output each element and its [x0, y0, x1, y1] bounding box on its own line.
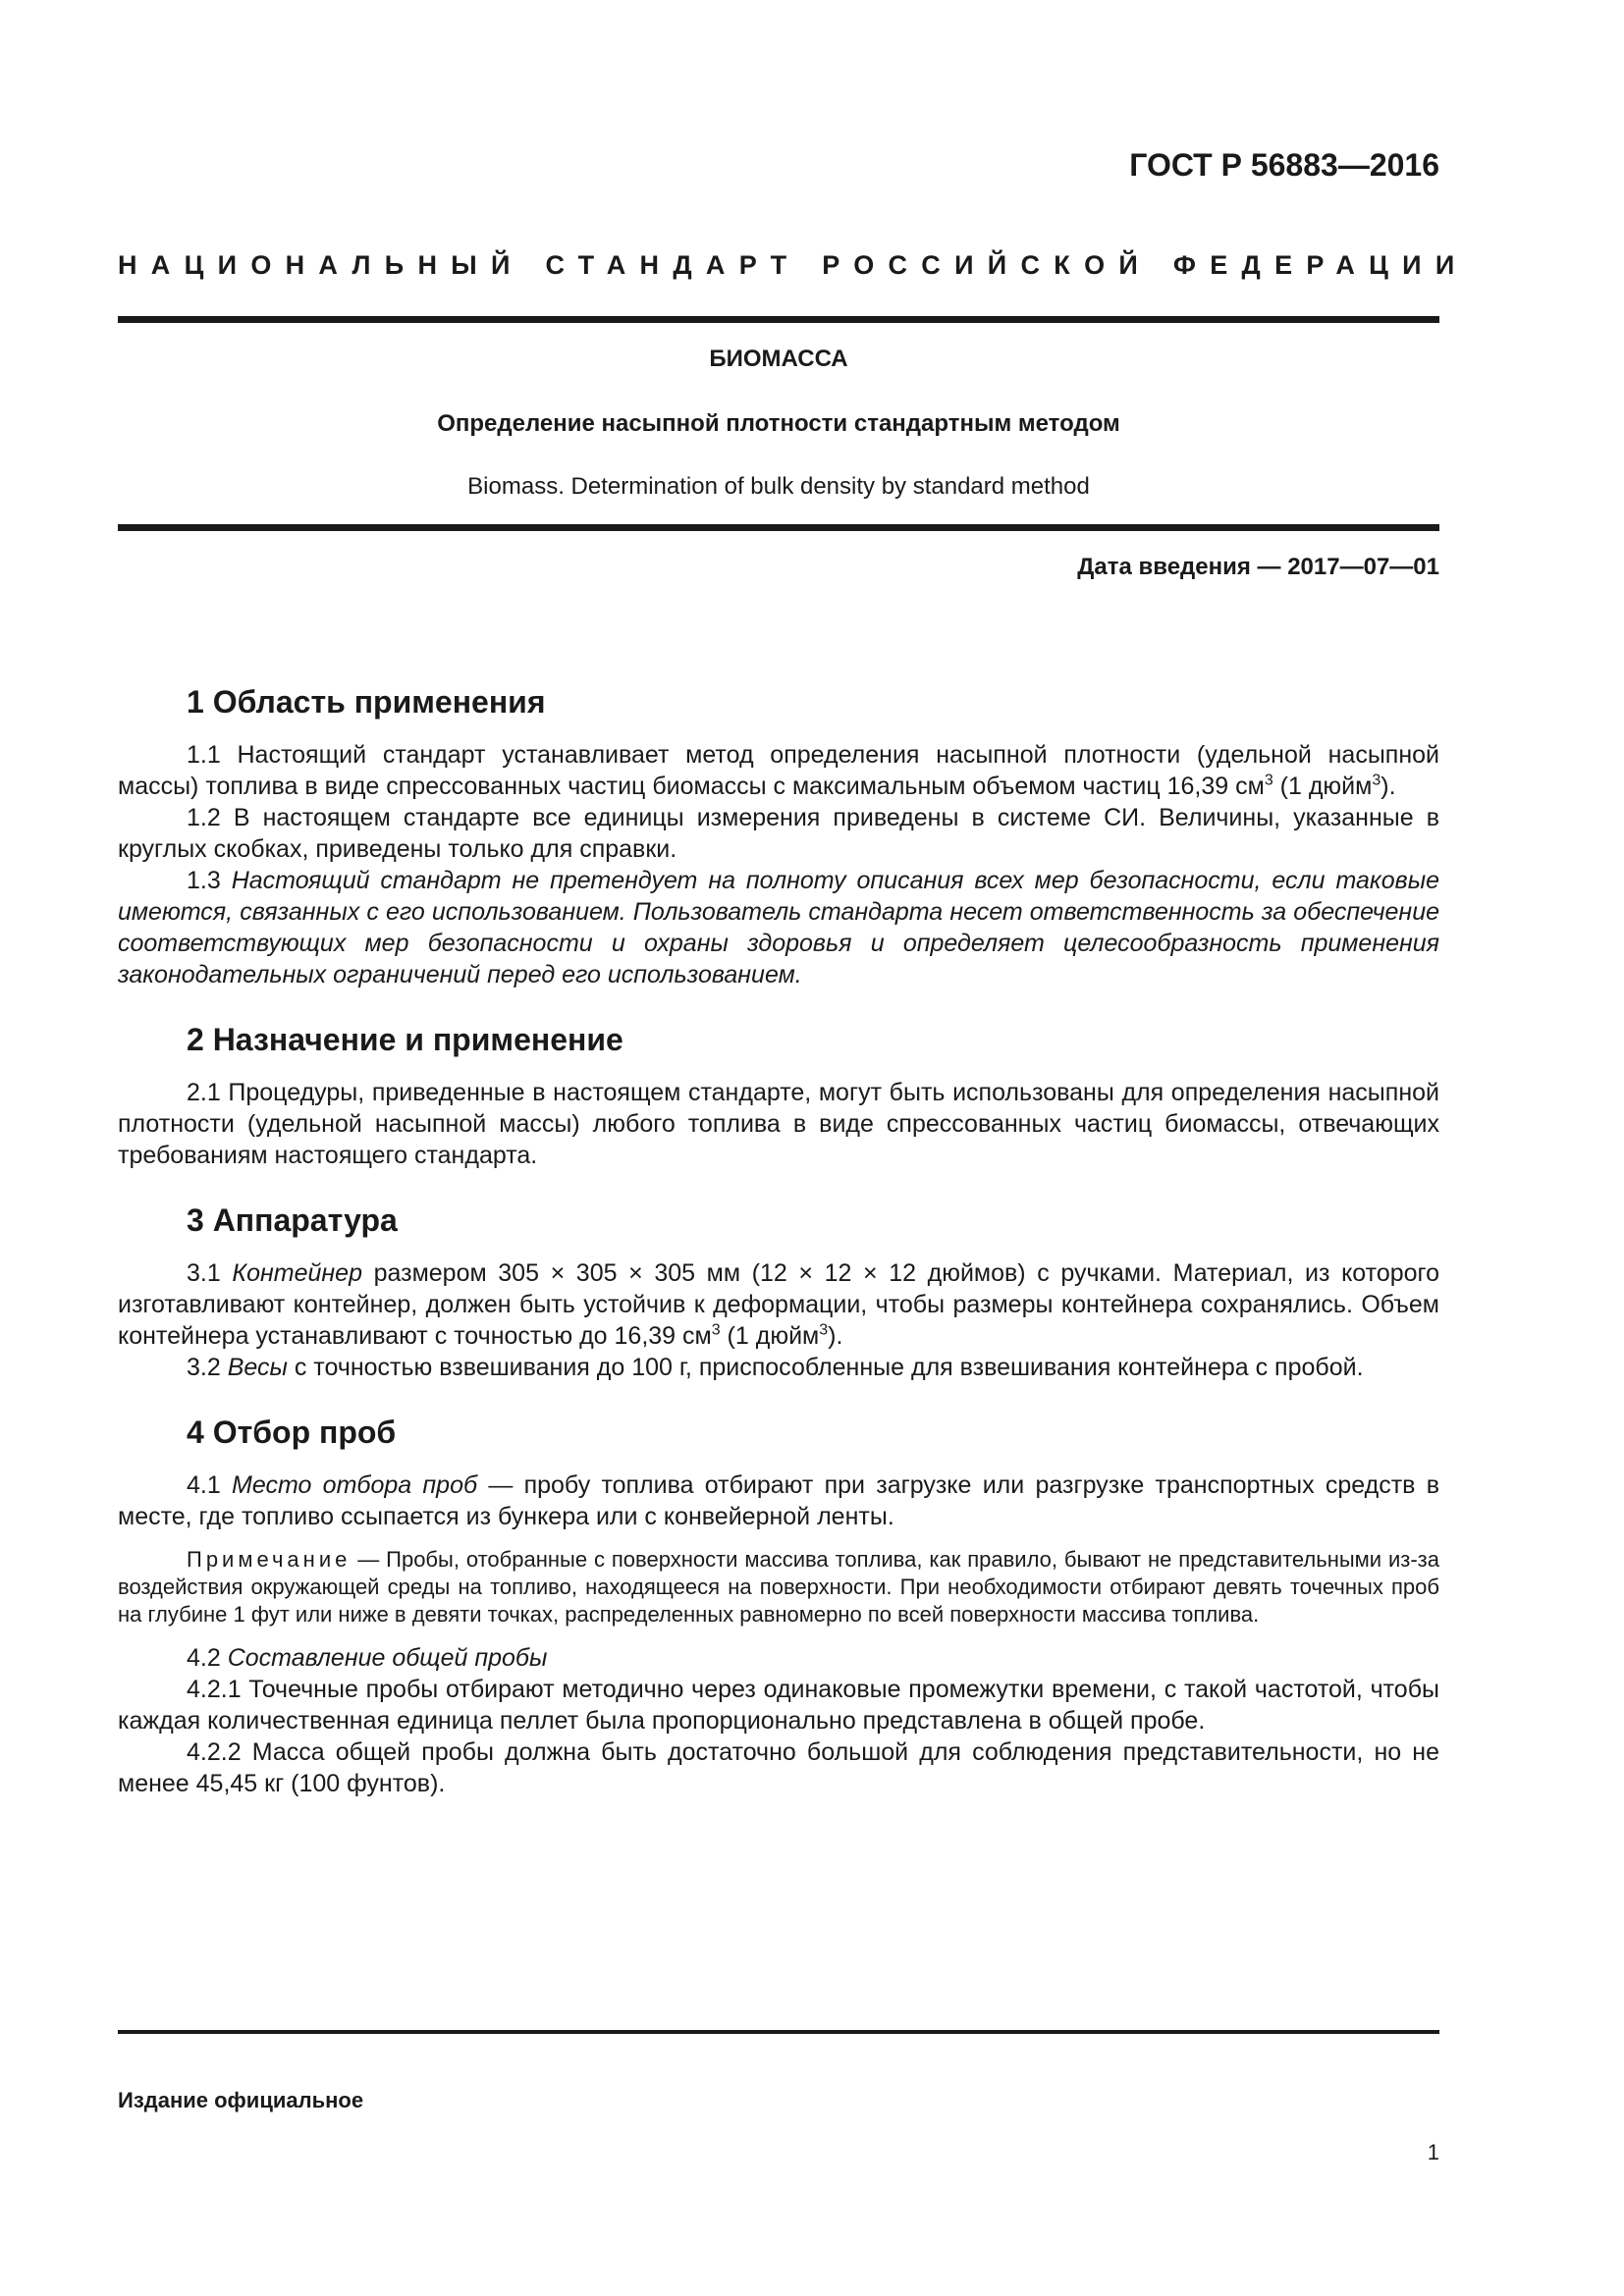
note: Примечание — Пробы, отобранные с поверхности массива топлива, как правило, бывают не представительными из-за воздействия окружающей среды на топливо, находящееся на поверхности. При необходимости отбирают девять точечных проб на глубине 1 фут или ниже в девяти точках, распределенных равномерно по всей поверхности массива топлива.: [118, 1547, 1439, 1627]
document-page: [118, 0, 1469, 2296]
clause-1-2: 1.2 В настоящем стандарте все единицы измерения приведены в системе СИ. Величины, указанные в круглых скобках, приведены только для справки.: [118, 804, 1439, 863]
clause-1-3: 1.3 Настоящий стандарт не претендует на полноту описания всех мер безопасности, если таковые имеются, связанных с его использованием. Пользователь стандарта несет ответственность за обеспечение соответствующих мер безопасности и охраны здоровья и определяет целесообразность применения законодательных ограничений перед его использованием.: [118, 867, 1439, 988]
title-rule: [118, 524, 1439, 531]
top-rule: [118, 316, 1439, 323]
introduction-date: Дата введения — 2017—07—01: [1077, 554, 1439, 580]
section-heading: 3 Аппаратура: [187, 1202, 398, 1238]
clause-4-2-2: 4.2.2 Масса общей пробы должна быть достаточно большой для соблюдения представительности, но не менее 45,45 кг (100 фунтов).: [118, 1738, 1439, 1797]
page-number: 1: [1427, 2140, 1439, 2164]
section-heading: 4 Отбор проб: [187, 1415, 397, 1450]
national-standard-banner: НАЦИОНАЛЬНЫЙ СТАНДАРТ РОССИЙСКОЙ ФЕДЕРАЦИИ: [118, 250, 1469, 280]
clause-3-2: 3.2 Весы с точностью взвешивания до 100 г, приспособленные для взвешивания контейнера с пробой.: [187, 1354, 1364, 1381]
clause-3-1: 3.1 Контейнер размером 305 × 305 × 305 мм (12 × 12 × 12 дюймов) с ручками. Материал, из которого изготавливают контейнер, должен быть устойчив к деформации, чтобы размеры контейнера сохранялись. Объем контейнера устанавливают с точностью до 16,39 $см^3$ (1 дюйм$^3$).: [118, 1259, 1440, 1350]
document-title-english: Biomass. Determination of bulk density by standard method: [467, 473, 1090, 500]
section-heading: 2 Назначение и применение: [187, 1022, 623, 1057]
clause-4-2: 4.2 Составление общей пробы: [187, 1644, 548, 1672]
clause-1-1: 1.1 Настоящий стандарт устанавливает метод определения насыпной плотности (удельной насыпной массы) топлива в виде спрессованных частиц биомассы с максимальным объемом частиц 16,39 $см^3$ (1 дюйм$^3$).: [118, 741, 1439, 800]
clause-2-1: 2.1 Процедуры, приведенные в настоящем стандарте, могут быть использованы для определения насыпной плотности (удельной насыпной массы) любого топлива в виде спрессованных частиц биомассы, отвечающих требованиям настоящего стандарта.: [118, 1079, 1439, 1169]
section-heading: 1 Область применения: [187, 684, 546, 720]
document-title: БИОМАССА: [709, 346, 848, 372]
document-subtitle: Определение насыпной плотности стандартным методом: [437, 410, 1120, 437]
standard-code: ГОСТ Р 56883—2016: [1129, 147, 1439, 183]
document-body: [118, 682, 1439, 1799]
footer-rule: [118, 2030, 1439, 2034]
clause-4-1: 4.1 Место отбора проб — пробу топлива отбирают при загрузке или разгрузке транспортных средств в месте, где топливо ссыпается из бункера или с конвейерной ленты.: [118, 1471, 1439, 1530]
clause-4-2-1: 4.2.1 Точечные пробы отбирают методично через одинаковые промежутки времени, с такой частотой, чтобы каждая количественная единица пеллет была пропорционально представлена в общей пробе.: [118, 1676, 1439, 1735]
official-edition-label: Издание официальное: [118, 2088, 364, 2112]
